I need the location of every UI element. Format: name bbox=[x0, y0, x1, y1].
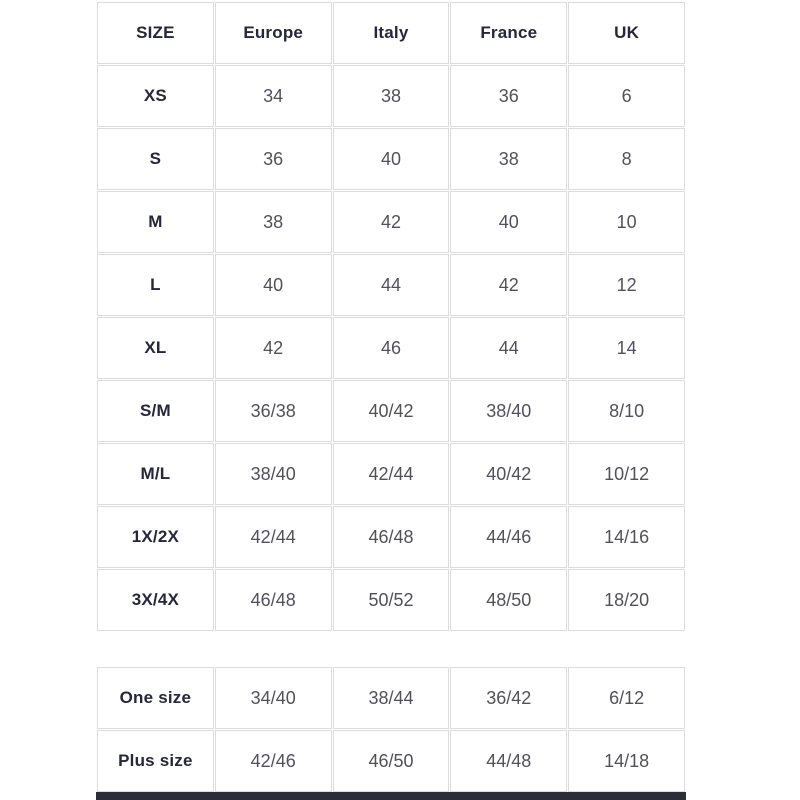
size-value-cell: 48/50 bbox=[450, 569, 567, 631]
size-value-cell: 42/44 bbox=[215, 506, 332, 568]
size-label-cell: Plus size bbox=[97, 730, 214, 792]
size-value-cell: 36 bbox=[450, 65, 567, 127]
size-value-cell: 38/40 bbox=[215, 443, 332, 505]
column-header: France bbox=[450, 2, 567, 64]
size-value-cell: 42/44 bbox=[333, 443, 450, 505]
size-label-cell: S bbox=[97, 128, 214, 190]
size-value-cell: 42 bbox=[215, 317, 332, 379]
size-value-cell: 38/40 bbox=[450, 380, 567, 442]
size-value-cell: 40 bbox=[215, 254, 332, 316]
column-header: SIZE bbox=[97, 2, 214, 64]
size-value-cell: 46/50 bbox=[333, 730, 450, 792]
table-row bbox=[97, 730, 685, 792]
size-value-cell: 34 bbox=[215, 65, 332, 127]
size-table-header bbox=[97, 2, 685, 64]
size-value-cell: 38/44 bbox=[333, 667, 450, 729]
size-value-cell: 40/42 bbox=[450, 443, 567, 505]
size-value-cell: 38 bbox=[215, 191, 332, 253]
size-label-cell: XS bbox=[97, 65, 214, 127]
size-value-cell: 46/48 bbox=[215, 569, 332, 631]
size-value-cell: 18/20 bbox=[568, 569, 685, 631]
column-header: Europe bbox=[215, 2, 332, 64]
size-value-cell: 36/38 bbox=[215, 380, 332, 442]
size-value-cell: 42/46 bbox=[215, 730, 332, 792]
size-label-cell: M bbox=[97, 191, 214, 253]
special-sizes-table bbox=[96, 666, 686, 793]
table-row bbox=[97, 128, 685, 190]
table-row bbox=[97, 569, 685, 631]
header-row bbox=[97, 2, 685, 64]
size-label-cell: M/L bbox=[97, 443, 214, 505]
size-table-body bbox=[97, 65, 685, 631]
size-value-cell: 36/42 bbox=[450, 667, 567, 729]
size-label-cell: 1X/2X bbox=[97, 506, 214, 568]
size-value-cell: 44 bbox=[450, 317, 567, 379]
size-conversion-table bbox=[96, 1, 686, 632]
table-row bbox=[97, 443, 685, 505]
size-label-cell: One size bbox=[97, 667, 214, 729]
size-value-cell: 12 bbox=[568, 254, 685, 316]
column-header: UK bbox=[568, 2, 685, 64]
size-value-cell: 40/42 bbox=[333, 380, 450, 442]
size-value-cell: 46 bbox=[333, 317, 450, 379]
size-value-cell: 42 bbox=[450, 254, 567, 316]
size-value-cell: 34/40 bbox=[215, 667, 332, 729]
size-value-cell: 50/52 bbox=[333, 569, 450, 631]
table-row bbox=[97, 380, 685, 442]
size-value-cell: 44/46 bbox=[450, 506, 567, 568]
table-row bbox=[97, 317, 685, 379]
size-value-cell: 46/48 bbox=[333, 506, 450, 568]
size-value-cell: 6 bbox=[568, 65, 685, 127]
size-value-cell: 14/16 bbox=[568, 506, 685, 568]
size-value-cell: 14/18 bbox=[568, 730, 685, 792]
table-row bbox=[97, 254, 685, 316]
table-row bbox=[97, 506, 685, 568]
cutoff-element-bar bbox=[96, 792, 686, 800]
size-value-cell: 38 bbox=[450, 128, 567, 190]
size-label-cell: XL bbox=[97, 317, 214, 379]
size-label-cell: 3X/4X bbox=[97, 569, 214, 631]
size-value-cell: 14 bbox=[568, 317, 685, 379]
size-value-cell: 8 bbox=[568, 128, 685, 190]
size-value-cell: 42 bbox=[333, 191, 450, 253]
size-label-cell: L bbox=[97, 254, 214, 316]
size-value-cell: 10/12 bbox=[568, 443, 685, 505]
table-row bbox=[97, 191, 685, 253]
size-value-cell: 44/48 bbox=[450, 730, 567, 792]
size-label-cell: S/M bbox=[97, 380, 214, 442]
size-value-cell: 44 bbox=[333, 254, 450, 316]
size-value-cell: 40 bbox=[450, 191, 567, 253]
size-value-cell: 40 bbox=[333, 128, 450, 190]
table-row bbox=[97, 65, 685, 127]
size-value-cell: 36 bbox=[215, 128, 332, 190]
size-value-cell: 38 bbox=[333, 65, 450, 127]
size-value-cell: 6/12 bbox=[568, 667, 685, 729]
size-value-cell: 8/10 bbox=[568, 380, 685, 442]
column-header: Italy bbox=[333, 2, 450, 64]
special-sizes-table-body bbox=[97, 667, 685, 792]
table-row bbox=[97, 667, 685, 729]
size-value-cell: 10 bbox=[568, 191, 685, 253]
